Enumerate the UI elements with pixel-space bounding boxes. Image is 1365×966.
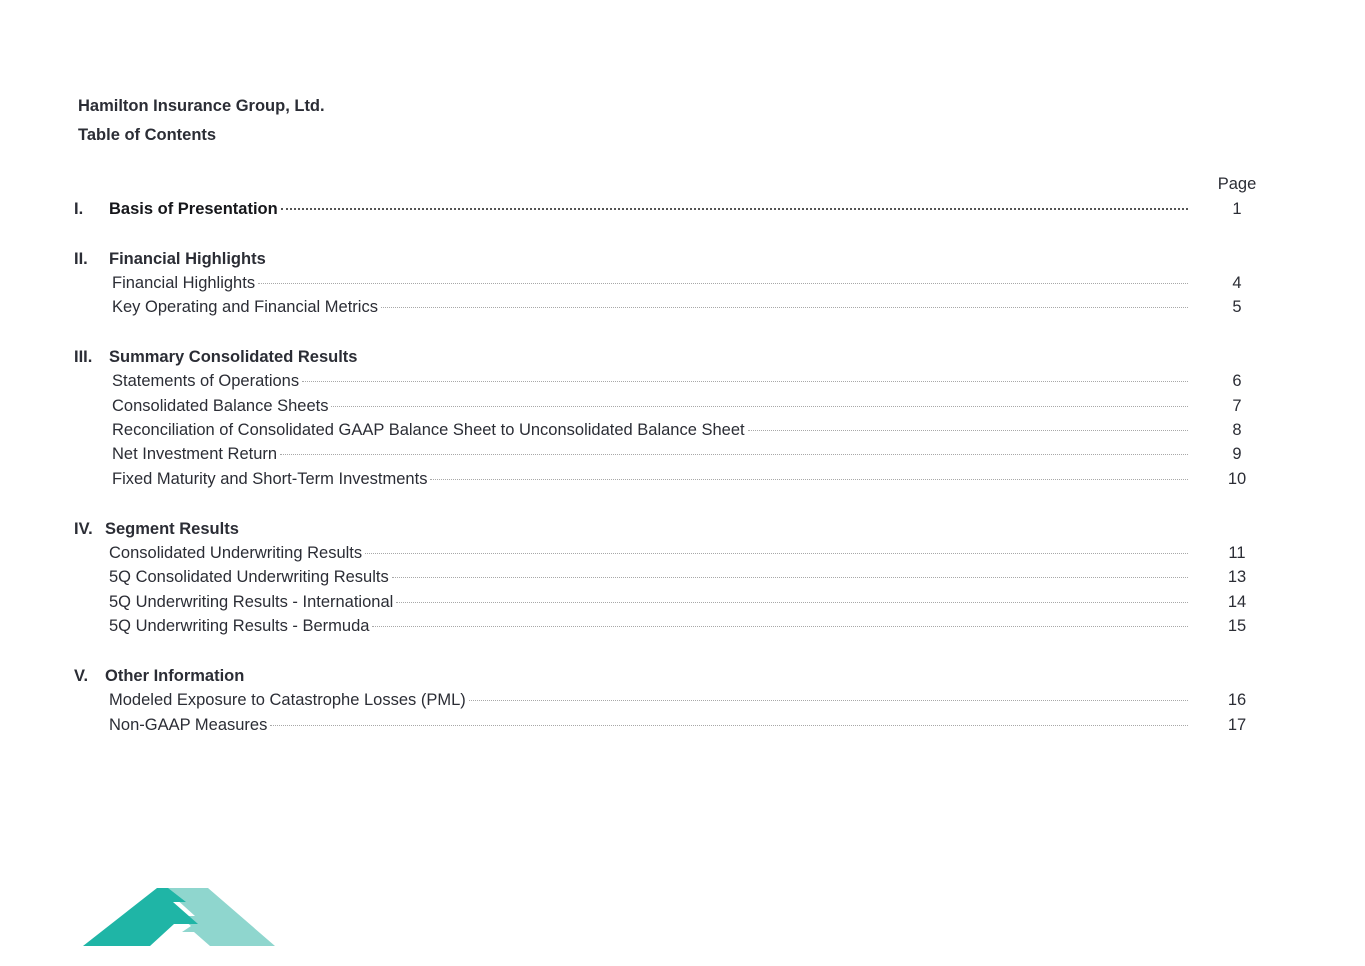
toc-entry-label: Statements of Operations [112, 372, 300, 390]
dot-leader [396, 602, 1188, 603]
toc-section-basis-of-presentation[interactable] [0, 198, 1365, 222]
toc-entry-label: Basis of Presentation [109, 200, 278, 218]
section-numeral: I. [74, 200, 84, 218]
toc-page-number: 9 [1232, 445, 1242, 463]
toc-entry-row[interactable] [0, 591, 1365, 615]
toc-entry-label: 5Q Underwriting Results - International [109, 593, 394, 611]
toc-page-number: 10 [1227, 470, 1247, 488]
dot-leader [469, 700, 1188, 701]
toc-page-number: 16 [1227, 691, 1247, 709]
dot-leader [365, 553, 1188, 554]
dot-leader [392, 577, 1188, 578]
toc-entry-row[interactable] [0, 689, 1365, 713]
toc-entry-label: Consolidated Underwriting Results [109, 544, 363, 562]
toc-page-number: 7 [1232, 397, 1242, 415]
section-numeral: V. [74, 667, 89, 685]
toc-entry-label: Non-GAAP Measures [109, 716, 268, 734]
toc-entry[interactable] [112, 443, 1188, 465]
toc-entry[interactable] [109, 689, 1188, 711]
toc-entry[interactable] [109, 198, 1188, 220]
toc-entry-row[interactable] [0, 395, 1365, 419]
toc-entry-row[interactable] [0, 296, 1365, 320]
toc-entry-label: Fixed Maturity and Short-Term Investments [112, 470, 428, 488]
toc-entry-row[interactable] [0, 615, 1365, 639]
toc-entry[interactable] [109, 714, 1188, 736]
toc-entry-row[interactable] [0, 272, 1365, 296]
company-logo-icon [82, 886, 278, 948]
toc-entry-label: Modeled Exposure to Catastrophe Losses (PML) [109, 691, 466, 709]
toc-entry-row[interactable] [0, 542, 1365, 566]
toc-entry-row[interactable] [0, 468, 1365, 492]
toc-page-number: 14 [1227, 593, 1247, 611]
dot-leader [302, 381, 1188, 382]
toc-entry-row[interactable] [0, 443, 1365, 467]
toc-entry-label: Reconciliation of Consolidated GAAP Balance Sheet to Unconsolidated Balance Sheet [112, 421, 745, 439]
toc-page-number: 5 [1232, 298, 1242, 316]
toc-section-heading [0, 665, 1365, 689]
toc-page-number: 6 [1232, 372, 1242, 390]
section-title: Summary Consolidated Results [109, 348, 358, 366]
toc-entry-row[interactable] [0, 714, 1365, 738]
toc-entry[interactable] [109, 566, 1188, 588]
page-column-header: Page [1217, 175, 1257, 193]
toc-entry-row[interactable] [0, 419, 1365, 443]
dot-leader [430, 479, 1188, 480]
toc-entry-label: Financial Highlights [112, 274, 256, 292]
section-title: Financial Highlights [109, 250, 266, 268]
toc-entry-row[interactable] [0, 370, 1365, 394]
toc-entry-row[interactable] [0, 566, 1365, 590]
toc-page-number: 1 [1232, 200, 1242, 218]
toc-entry-label: Consolidated Balance Sheets [112, 397, 329, 415]
section-title: Segment Results [105, 520, 239, 538]
toc-page-number: 13 [1227, 568, 1247, 586]
toc-entry[interactable] [112, 272, 1188, 294]
section-title: Other Information [105, 667, 245, 685]
toc-entry[interactable] [112, 370, 1188, 392]
dot-leader [748, 430, 1188, 431]
section-numeral: III. [74, 348, 93, 366]
toc-page-number: 8 [1232, 421, 1242, 439]
toc-entry[interactable] [112, 395, 1188, 417]
toc-entry[interactable] [112, 468, 1188, 490]
page-title: Table of Contents [78, 126, 217, 144]
toc-page-number: 4 [1232, 274, 1242, 292]
toc-section-heading [0, 248, 1365, 272]
section-numeral: IV. [74, 520, 93, 538]
toc-section-heading [0, 518, 1365, 542]
toc-entry-label: Net Investment Return [112, 445, 278, 463]
dot-leader [331, 406, 1188, 407]
toc-entry[interactable] [109, 542, 1188, 564]
company-name: Hamilton Insurance Group, Ltd. [78, 97, 325, 115]
toc-entry-label: 5Q Underwriting Results - Bermuda [109, 617, 370, 635]
toc-page-number: 11 [1228, 544, 1246, 562]
dot-leader [258, 283, 1188, 284]
toc-entry-label: Key Operating and Financial Metrics [112, 298, 378, 316]
toc-section-heading [0, 346, 1365, 370]
toc-entry[interactable] [109, 591, 1188, 613]
dot-leader [280, 454, 1188, 455]
dot-leader [281, 208, 1188, 210]
toc-page-number: 17 [1227, 716, 1247, 734]
toc-page-number: 15 [1227, 617, 1247, 635]
dot-leader [381, 307, 1188, 308]
toc-entry-label: 5Q Consolidated Underwriting Results [109, 568, 389, 586]
section-numeral: II. [74, 250, 88, 268]
toc-entry[interactable] [109, 615, 1188, 637]
toc-entry[interactable] [112, 419, 1188, 441]
dot-leader [270, 725, 1188, 726]
toc-entry[interactable] [112, 296, 1188, 318]
dot-leader [372, 626, 1188, 627]
